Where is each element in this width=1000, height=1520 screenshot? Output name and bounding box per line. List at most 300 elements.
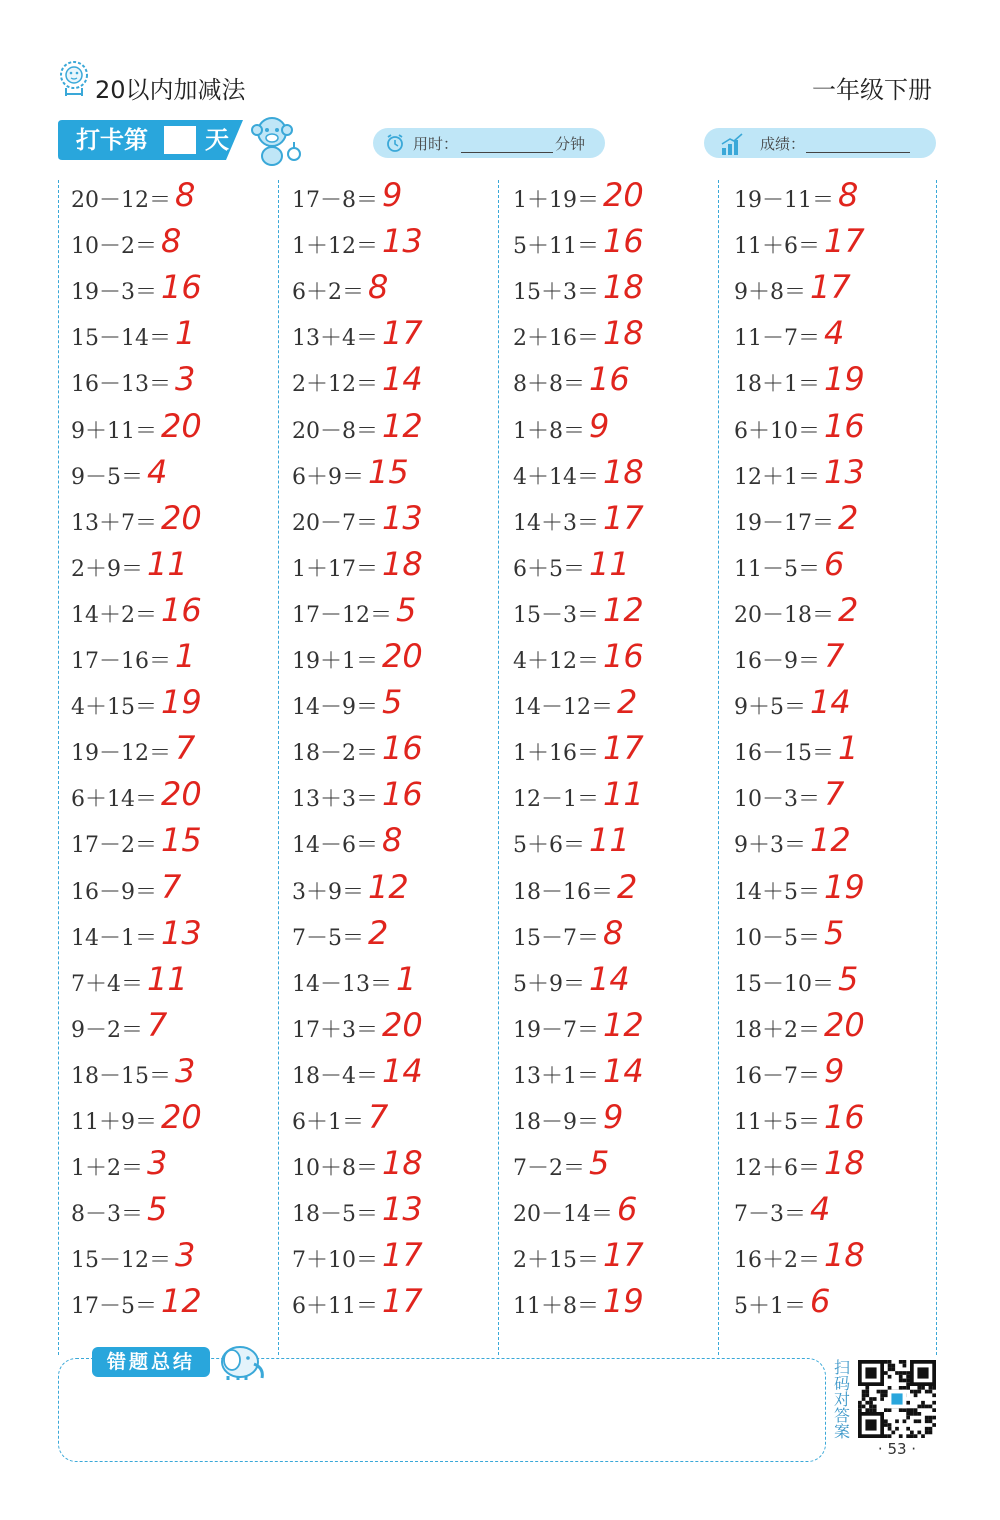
handwritten-answer[interactable]: 1 [396,959,417,998]
problem-question: 9－5＝ [71,464,143,490]
problem-item [292,406,423,455]
problem-question: 10－3＝ [734,787,820,813]
problem-item [71,683,202,731]
problem-item [513,867,638,916]
problem-item [71,959,188,1008]
problem-question: 19－3＝ [71,280,157,306]
time-field[interactable] [373,128,605,158]
problem-question: 11＋5＝ [734,1110,820,1135]
problem-question: 7＋4＝ [71,971,143,997]
problem-item [292,452,409,501]
handwritten-answer[interactable]: 8 [382,821,403,860]
problem-question: 16－15＝ [734,741,834,767]
handwritten-answer[interactable]: 17 [603,498,644,537]
handwritten-answer[interactable]: 19 [824,360,865,399]
problem-question: 15－10＝ [734,971,834,997]
problem-question: 10＋8＝ [292,1156,378,1182]
handwritten-answer[interactable]: 18 [824,1144,865,1183]
problem-item [734,268,851,316]
problem-item [292,176,403,224]
column-divider [936,180,937,1355]
problem-item [513,222,644,270]
handwritten-answer[interactable]: 2 [617,867,638,906]
problem-question: 17－16＝ [71,649,171,674]
problem-item [71,406,202,455]
handwritten-answer[interactable]: 2 [617,683,638,722]
problem-question: 5＋11＝ [513,234,599,260]
problem-question: 4＋15＝ [71,695,157,721]
handwritten-answer[interactable]: 16 [824,406,865,445]
problem-question: 10－2＝ [71,234,157,260]
handwritten-answer[interactable]: 11 [603,775,644,814]
problem-item [292,637,423,685]
handwritten-answer[interactable]: 5 [382,683,403,722]
problem-item [71,544,188,593]
problem-question: 7－2＝ [513,1156,585,1182]
problem-question: 15＋3＝ [513,280,599,306]
problem-question: 18－2＝ [292,741,378,767]
handwritten-answer[interactable]: 7 [161,867,182,906]
handwritten-answer[interactable]: 1 [175,637,196,675]
handwritten-answer[interactable]: 14 [603,1051,644,1090]
problem-question: 15－14＝ [71,326,171,352]
problem-question: 13＋1＝ [513,1063,599,1089]
handwritten-answer[interactable]: 16 [161,590,202,629]
handwritten-answer[interactable]: 13 [382,222,423,261]
problem-item [71,1236,196,1284]
problem-question: 4＋12＝ [513,649,599,674]
handwritten-answer[interactable]: 4 [824,314,845,353]
book-title: 20以内加减法 [95,76,246,104]
handwritten-answer[interactable]: 12 [382,406,423,445]
problem-question: 9＋3＝ [734,833,806,859]
handwritten-answer[interactable]: 16 [382,775,423,814]
problem-question: 1＋12＝ [292,234,378,260]
handwritten-answer[interactable]: 17 [382,1282,423,1321]
problem-question: 7＋10＝ [292,1248,378,1274]
problem-question: 6＋11＝ [292,1294,378,1320]
problem-question: 20－12＝ [71,188,171,213]
problem-item [292,544,423,593]
handwritten-answer[interactable]: 20 [382,637,423,675]
handwritten-answer[interactable]: 20 [161,1098,202,1136]
problem-item [71,222,182,270]
column-divider [278,180,279,1355]
handwritten-answer[interactable]: 13 [824,452,865,491]
problem-item [734,452,865,501]
handwritten-answer[interactable]: 18 [824,1236,865,1275]
handwritten-answer[interactable]: 17 [603,729,644,768]
handwritten-answer[interactable]: 18 [382,1144,423,1183]
problem-item [71,1005,168,1054]
handwritten-answer[interactable]: 17 [382,314,423,353]
problem-question: 11－7＝ [734,326,820,352]
problem-item [734,1282,831,1330]
column-divider [58,180,59,1355]
problem-question: 6＋2＝ [292,280,364,306]
handwritten-answer[interactable]: 17 [603,1236,644,1275]
problem-item [71,360,196,408]
problem-question: 8－3＝ [71,1202,143,1228]
handwritten-answer[interactable]: 5 [824,913,845,952]
problem-item [292,1098,389,1146]
handwritten-answer[interactable]: 7 [824,775,845,814]
problem-question: 10－5＝ [734,925,820,951]
grade-label: 一年级下册 [812,76,932,104]
problem-item [734,637,845,685]
handwritten-answer[interactable]: 4 [810,1190,831,1229]
problem-item [292,821,403,869]
problem-question: 4＋14＝ [513,464,599,490]
handwritten-answer[interactable]: 11 [147,544,188,583]
problem-question: 6＋5＝ [513,556,585,582]
problem-item [71,452,168,501]
handwritten-answer[interactable]: 3 [175,1236,196,1275]
monkey-mascot-icon [248,112,306,168]
handwritten-answer[interactable]: 18 [603,268,644,307]
problem-item [734,1005,865,1054]
handwritten-answer[interactable]: 13 [382,1190,423,1229]
problem-item [513,1236,644,1284]
problem-question: 19－17＝ [734,510,834,536]
problem-question: 12＋1＝ [734,464,820,490]
handwritten-answer[interactable]: 6 [810,1282,831,1321]
handwritten-answer[interactable]: 7 [368,1098,389,1136]
problem-item [292,498,423,547]
problem-item [71,314,196,362]
problem-item [734,544,845,593]
handwritten-answer[interactable]: 18 [603,314,644,353]
problem-item [71,176,196,224]
problem-item [71,1144,168,1192]
problem-item [513,1098,624,1146]
handwritten-answer[interactable]: 3 [175,360,196,399]
handwritten-answer[interactable]: 18 [382,544,423,583]
problem-question: 3＋9＝ [292,879,364,905]
handwritten-answer[interactable]: 19 [824,867,865,906]
handwritten-answer[interactable]: 16 [382,729,423,768]
problem-question: 17－8＝ [292,188,378,213]
handwritten-answer[interactable]: 20 [382,1005,423,1044]
problem-item [734,1098,865,1146]
problem-question: 18－9＝ [513,1110,599,1135]
handwritten-answer[interactable]: 20 [161,406,202,445]
handwritten-answer[interactable]: 11 [147,959,188,998]
problem-item [734,222,865,270]
problem-question: 6＋14＝ [71,787,157,813]
problem-item [513,1051,644,1100]
problem-question: 13＋3＝ [292,787,378,813]
problem-item [734,498,859,547]
handwritten-answer[interactable]: 8 [161,222,182,261]
problem-question: 9－2＝ [71,1017,143,1043]
handwritten-answer[interactable]: 8 [175,176,196,214]
problem-item [292,1144,423,1192]
problem-question: 20－8＝ [292,418,378,444]
handwritten-answer[interactable]: 8 [838,176,859,214]
problem-question: 15－7＝ [513,925,599,951]
handwritten-answer[interactable]: 12 [810,821,851,860]
handwritten-answer[interactable]: 12 [161,1282,202,1321]
problem-item [292,913,389,962]
problem-item [292,1236,423,1284]
handwritten-answer[interactable]: 12 [368,867,409,906]
problem-question: 7－5＝ [292,925,364,951]
problem-item [71,268,202,316]
problem-question: 18＋2＝ [734,1017,820,1043]
problem-item [734,176,859,224]
score-label: 成绩： [760,135,806,153]
problem-question: 18－5＝ [292,1202,378,1228]
mistake-summary-label: 错题总结 [92,1347,210,1377]
problem-question: 14－9＝ [292,695,378,721]
time-label: 用时： [413,135,459,153]
handwritten-answer[interactable]: 3 [175,1051,196,1090]
problem-question: 2＋9＝ [71,556,143,582]
handwritten-answer[interactable]: 14 [382,360,423,399]
handwritten-answer[interactable]: 8 [603,913,624,952]
handwritten-answer[interactable]: 4 [147,452,168,491]
problem-question: 11＋8＝ [513,1294,599,1320]
problem-question: 5＋6＝ [513,833,585,859]
qr-code[interactable] [858,1360,936,1438]
problem-item [513,913,624,962]
handwritten-answer[interactable]: 2 [368,913,389,952]
handwritten-answer[interactable]: 16 [603,222,644,261]
elephant-mascot-icon [210,1338,268,1382]
handwritten-answer[interactable]: 12 [603,590,644,629]
handwritten-answer[interactable]: 15 [161,821,202,860]
problem-item [734,1190,831,1238]
problem-item [513,360,630,408]
problem-question: 12＋6＝ [734,1156,820,1182]
problem-item [513,683,638,731]
problem-item [734,360,865,408]
problem-item [513,1190,638,1238]
handwritten-answer[interactable]: 8 [368,268,389,307]
problem-item [513,590,644,639]
problem-question: 1＋8＝ [513,418,585,444]
handwritten-answer[interactable]: 17 [810,268,851,307]
alarm-clock-icon [385,133,405,153]
problem-item [71,1098,202,1146]
problem-question: 7－3＝ [734,1202,806,1228]
problem-item [513,1144,610,1192]
problem-question: 19－11＝ [734,188,834,213]
problem-question: 2＋15＝ [513,1248,599,1274]
problem-question: 14－6＝ [292,833,378,859]
problem-question: 14－1＝ [71,925,157,951]
handwritten-answer[interactable]: 5 [589,1144,610,1183]
problem-item [292,683,403,731]
handwritten-answer[interactable]: 11 [589,544,630,583]
problem-question: 20－7＝ [292,510,378,536]
problem-item [71,1282,202,1330]
problem-question: 14＋5＝ [734,879,820,905]
handwritten-answer[interactable]: 9 [824,1051,845,1090]
score-blank[interactable] [806,136,910,153]
handwritten-answer[interactable]: 16 [824,1098,865,1136]
problem-question: 13＋7＝ [71,510,157,536]
problem-question: 17－12＝ [292,602,392,628]
handwritten-answer[interactable]: 16 [603,637,644,675]
problem-question: 19－12＝ [71,741,171,767]
problem-item [513,959,630,1008]
problem-item [71,867,182,916]
bar-chart-icon [720,132,746,156]
problem-item [734,867,865,916]
problem-item [734,1144,865,1192]
handwritten-answer[interactable]: 3 [147,1144,168,1183]
problem-item [71,913,202,962]
problem-question: 14＋3＝ [513,510,599,536]
problem-question: 9＋8＝ [734,280,806,306]
handwritten-answer[interactable]: 16 [589,360,630,399]
problem-question: 9＋11＝ [71,418,157,444]
handwritten-answer[interactable]: 7 [824,637,845,675]
handwritten-answer[interactable]: 7 [147,1005,168,1044]
problem-question: 18－15＝ [71,1063,171,1089]
page-number: · 53 · [877,1440,917,1458]
handwritten-answer[interactable]: 5 [147,1190,168,1229]
problem-question: 18＋1＝ [734,372,820,398]
handwritten-answer[interactable]: 9 [589,406,610,445]
problem-item [292,268,389,316]
problem-item [292,222,423,270]
time-unit: 分钟 [555,135,586,153]
problem-question: 16＋2＝ [734,1248,820,1274]
time-blank[interactable] [461,136,553,153]
column-divider [718,180,719,1355]
handwritten-answer[interactable]: 6 [824,544,845,583]
problem-question: 9＋5＝ [734,695,806,721]
problem-question: 15－12＝ [71,1248,171,1274]
problem-question: 19＋1＝ [292,649,378,674]
problem-question: 1＋19＝ [513,188,599,213]
problem-item [734,729,859,777]
problem-question: 5＋9＝ [513,971,585,997]
handwritten-answer[interactable]: 5 [838,959,859,998]
handwritten-answer[interactable]: 1 [175,314,196,353]
handwritten-answer[interactable]: 7 [175,729,196,768]
problem-item [513,821,630,869]
handwritten-answer[interactable]: 19 [161,683,202,722]
problem-item [513,268,644,316]
problem-question: 16－9＝ [734,649,820,674]
problem-item [513,637,644,685]
problem-item [734,775,845,823]
problem-item [734,1236,865,1284]
handwritten-answer[interactable]: 14 [382,1051,423,1090]
handwritten-answer[interactable]: 9 [603,1098,624,1136]
handwritten-answer[interactable]: 13 [382,498,423,537]
problem-question: 11－5＝ [734,556,820,582]
problem-question: 6＋9＝ [292,464,364,490]
column-divider [498,180,499,1355]
handwritten-answer[interactable]: 17 [824,222,865,261]
problem-item [292,867,409,916]
problem-item [292,1282,423,1330]
handwritten-answer[interactable]: 16 [161,268,202,307]
problem-item [292,1051,423,1100]
problem-question: 6＋1＝ [292,1110,364,1135]
check-in-label: 打卡第 [76,126,148,154]
problem-question: 17－2＝ [71,833,157,859]
handwritten-answer[interactable]: 14 [810,683,851,722]
problem-item [734,406,865,455]
problem-question: 14－13＝ [292,971,392,997]
problem-question: 20－14＝ [513,1202,613,1228]
handwritten-answer[interactable]: 17 [382,1236,423,1275]
problem-item [513,1282,644,1330]
handwritten-answer[interactable]: 5 [396,590,417,629]
handwritten-answer[interactable]: 2 [838,590,859,629]
handwritten-answer[interactable]: 20 [603,176,644,214]
problem-question: 2＋12＝ [292,372,378,398]
day-label: 天 [205,126,229,154]
problem-item [292,360,423,408]
score-field[interactable] [704,128,936,158]
problem-question: 13＋4＝ [292,326,378,352]
handwritten-answer[interactable]: 1 [838,729,859,768]
problem-question: 20－18＝ [734,602,834,628]
handwritten-answer[interactable]: 14 [589,959,630,998]
problem-item [513,452,644,501]
handwritten-answer[interactable]: 13 [161,913,202,952]
problem-item [292,729,423,777]
problem-question: 17－5＝ [71,1294,157,1320]
problem-question: 8＋8＝ [513,372,585,398]
problem-question: 18－16＝ [513,879,613,905]
problem-question: 5＋1＝ [734,1294,806,1320]
problem-item [292,314,423,362]
handwritten-answer[interactable]: 9 [382,176,403,214]
handwritten-answer[interactable]: 20 [161,498,202,537]
problem-item [734,1051,845,1100]
problem-question: 1＋16＝ [513,741,599,767]
problem-item [71,1190,168,1238]
problem-question: 18－4＝ [292,1063,378,1089]
problem-item [513,498,644,547]
problem-item [71,775,202,823]
handwritten-answer[interactable]: 20 [824,1005,865,1044]
problem-question: 11＋9＝ [71,1110,157,1135]
problem-item [513,406,610,455]
problem-item [292,775,423,823]
problem-item [734,683,851,731]
problem-item [513,314,644,362]
problem-item [292,1005,423,1054]
lion-logo-icon [58,60,90,98]
problem-item [292,959,417,1008]
handwritten-answer[interactable]: 6 [617,1190,638,1229]
handwritten-answer[interactable]: 19 [603,1282,644,1321]
handwritten-answer[interactable]: 11 [589,821,630,860]
handwritten-answer[interactable]: 18 [603,452,644,491]
problem-question: 1＋17＝ [292,556,378,582]
problem-question: 12－1＝ [513,787,599,813]
handwritten-answer[interactable]: 20 [161,775,202,814]
handwritten-answer[interactable]: 15 [368,452,409,491]
problem-item [71,1051,196,1100]
problem-item [513,544,630,593]
problem-question: 19－7＝ [513,1017,599,1043]
problem-item [513,176,644,224]
problem-question: 17＋3＝ [292,1017,378,1043]
handwritten-answer[interactable]: 2 [838,498,859,537]
problem-question: 16－13＝ [71,372,171,398]
handwritten-answer[interactable]: 12 [603,1005,644,1044]
